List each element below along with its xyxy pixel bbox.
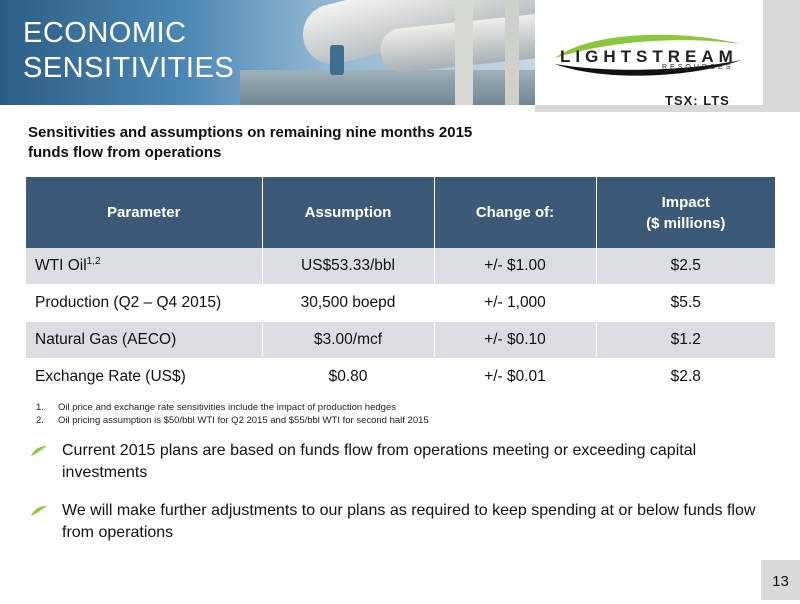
slide-title-line1: ECONOMIC: [23, 17, 187, 49]
footnote-item: [36, 401, 429, 414]
slide-title: [23, 16, 234, 86]
logo-subtext: RESOURCES: [662, 64, 734, 71]
footnote-number: 2.: [36, 415, 44, 426]
banner-ground: [240, 70, 535, 105]
cell-parameter: [26, 248, 262, 285]
slide-title-line2: SENSITIVITIES: [23, 52, 235, 84]
header-impact: [596, 177, 775, 248]
header-right-strip: [763, 0, 800, 105]
table-row: [26, 322, 775, 359]
subtitle-line1: Sensitivities and assumptions on remaining nine months 2015: [28, 124, 473, 141]
header-impact-line1: Impact: [661, 193, 710, 211]
cell-assumption: 30,500 boepd: [262, 285, 434, 322]
logo-text: LIGHTSTREAM: [560, 47, 738, 66]
bullet-list: [30, 440, 770, 560]
bullet-text: We will make further adjustments to our plans as required to keep spending at or below funds flow from operations: [62, 502, 756, 541]
banner-structure: [505, 0, 519, 105]
cell-impact: $2.5: [596, 248, 775, 285]
footnotes: [36, 401, 429, 427]
sensitivities-table: [26, 177, 775, 396]
footnote-ref: 1,2: [86, 256, 101, 268]
table-row: [26, 359, 775, 396]
cell-change: +/- $0.01: [434, 359, 596, 396]
cell-impact: $1.2: [596, 322, 775, 359]
header-assumption: Assumption: [262, 177, 434, 248]
cell-impact: $5.5: [596, 285, 775, 322]
cell-assumption: $3.00/mcf: [262, 322, 434, 359]
slide-subtitle: [28, 123, 588, 163]
cell-impact: $2.8: [596, 359, 775, 396]
cell-change: +/- $1.00: [434, 248, 596, 285]
banner-valve: [330, 45, 344, 75]
table-header-row: [26, 177, 775, 248]
banner-structure: [455, 0, 473, 105]
cell-change: +/- 1,000: [434, 285, 596, 322]
parameter-text: WTI Oil: [35, 257, 87, 275]
green-leaf-bullet-icon: [30, 505, 48, 517]
table-row: [26, 248, 775, 285]
footnote-number: 1.: [36, 402, 44, 413]
cell-parameter: Production (Q2 – Q4 2015): [26, 285, 262, 322]
header-change: Change of:: [434, 177, 596, 248]
green-leaf-bullet-icon: [30, 445, 48, 457]
cell-assumption: $0.80: [262, 359, 434, 396]
page-number: 13: [761, 560, 800, 600]
cell-parameter: Exchange Rate (US$): [26, 359, 262, 396]
footnote-text: Oil price and exchange rate sensitivities include the impact of production hedges: [58, 402, 396, 413]
subtitle-line2: funds flow from operations: [28, 144, 222, 161]
bullet-item: [30, 440, 770, 484]
ticker-symbol: TSX: LTS: [665, 93, 730, 108]
bullet-item: [30, 500, 770, 544]
cell-parameter: Natural Gas (AECO): [26, 322, 262, 359]
cell-assumption: US$53.33/bbl: [262, 248, 434, 285]
bullet-text: Current 2015 plans are based on funds flow from operations meeting or exceeding capital investments: [62, 442, 697, 481]
header-impact-line2: ($ millions): [646, 214, 726, 232]
footnote-item: [36, 414, 429, 427]
table-row: [26, 285, 775, 322]
cell-change: +/- $0.10: [434, 322, 596, 359]
footnote-text: Oil pricing assumption is $50/bbl WTI for Q2 2015 and $55/bbl WTI for second half 2015: [58, 415, 429, 426]
header-parameter: Parameter: [26, 177, 262, 248]
